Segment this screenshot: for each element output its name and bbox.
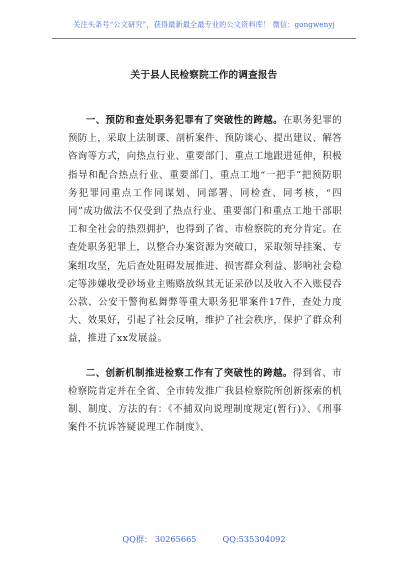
qq-group-text: QQ群： 30265665 bbox=[122, 534, 197, 544]
qq-number-text: QQ:535304092 bbox=[222, 534, 286, 544]
section-heading-2: 二、创新机制推进检察工作有了突破性的跨越。 bbox=[85, 367, 293, 379]
document-title: 关于县人民检察院工作的调查报告 bbox=[130, 70, 278, 81]
contact-footer bbox=[0, 534, 408, 545]
section-paragraph-1 bbox=[68, 112, 342, 349]
section-text-1: 在职务犯罪的预防上，采取上法制课、剖析案件、预防谈心、提出建议、解答咨询等方式，向热点行业、重要部门、重点工地跟进延伸，积极指导和配合热点行业、重要部门、重点工地“一把手”把预防职务犯罪同重点工作同谋划、同部署、同检查、同考核，“四同”成功做法不仅受到了热点行业、重要部门和重点工地干部职工和全社会的热烈拥护，也得到了省、市检察院的充分肯定。在查处职务犯罪上，以整合办案资源为突破口，采取领导挂案、专案组攻坚，先后查处阻碍发展推进、损害群众利益、影响社会稳定等涉嫌收受砂场业主贿赂放纵其无证采砂以及收入不入账侵吞公款、公安干警徇私舞弊等重大职务犯罪案件17件，查处力度大、效果好，引起了社会反响，维护了社会秩序，保护了群众利益，推进了xx发展益。 bbox=[68, 115, 342, 345]
section-paragraph-2 bbox=[68, 365, 342, 438]
promo-header: 关注头条号“公文研究”，获得最新最全最专业的公文资料库！ 微信：gongwenyj bbox=[73, 20, 335, 29]
document-body bbox=[68, 112, 342, 437]
section-heading-1: 一、预防和查处职务犯罪有了突破性的跨越。 bbox=[85, 115, 283, 126]
header-divider bbox=[52, 38, 356, 39]
section-text-2: 得到省、市检察院肯定并在全省、全市转发推广我县检察院所创新探索的机制、制度、方法的有：《不捕双向说理制度规定(暂行)》、《刑事案件不抗诉答疑说理工作制度》、 bbox=[68, 367, 342, 434]
